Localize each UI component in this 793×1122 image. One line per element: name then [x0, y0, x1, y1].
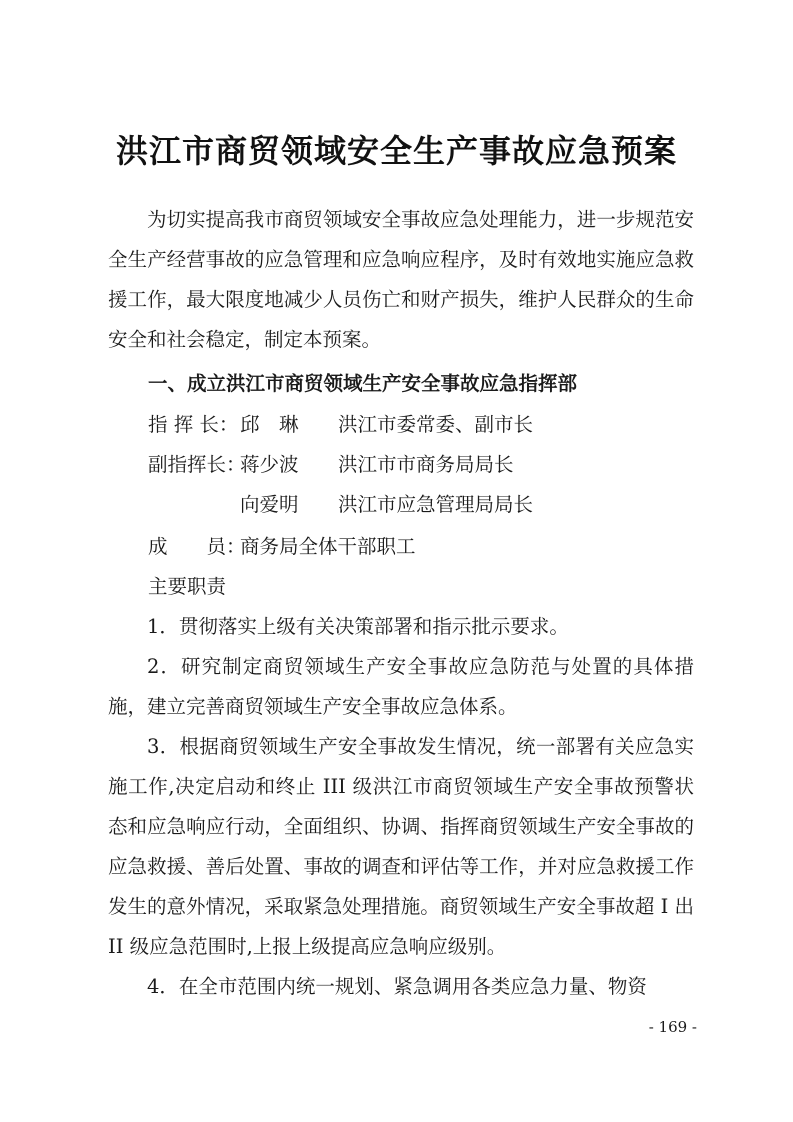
- document-title: 洪江市商贸领域安全生产事故应急预案: [115, 132, 677, 170]
- deputy1-name: 蒋少波: [240, 453, 299, 476]
- deputy2-role: 洪江市应急管理局局长: [338, 493, 534, 516]
- deputy-commander-row: [148, 445, 514, 485]
- commander-role: 洪江市委常委、副市长: [338, 413, 534, 436]
- members-row: [148, 527, 416, 567]
- members-role: 商务局全体干部职工: [240, 535, 416, 558]
- commander-name: 邱 琳: [240, 413, 299, 436]
- deputy1-role: 洪江市市商务局局长: [338, 453, 514, 476]
- duties-heading: 主要职责: [148, 575, 227, 598]
- page-number: - 169 -: [648, 1018, 697, 1036]
- duty-3: 3．根据商贸领域生产安全事故发生情况，统一部署有关应急实施工作,决定启动和终止 III 级洪江市商贸领域生产安全事故预警状态和应急响应行动，全面组织、协调、指挥商贸领域生产安全事故的应急救援、善后处置、事故的调查和评估等工作，并对应急救援工作发生的意外情况，采取紧急处理措施。商贸领域生产安全事故超 I 出 II 级应急范围时,上报上级提高应急响应级别。: [108, 735, 694, 958]
- deputy2-name: 向爱明: [240, 493, 299, 516]
- deputy-label: 副指挥长：: [148, 453, 246, 476]
- members-label: 成 员：: [148, 535, 246, 558]
- section-heading: 一、成立洪江市商贸领域生产安全事故应急指挥部: [148, 372, 578, 395]
- duty-4: 4．在全市范围内统一规划、紧急调用各类应急力量、物资: [147, 975, 647, 998]
- commander-row: [148, 405, 533, 445]
- commander-label: 指 挥 长：: [148, 413, 239, 436]
- intro-paragraph: 为切实提高我市商贸领域安全事故应急处理能力，进一步规范安全生产经营事故的应急管理和应急响应程序，及时有效地实施应急救援工作，最大限度地减少人员伤亡和财产损失，维护人民群众的生命安全和社会稳定，制定本预案。: [108, 208, 694, 351]
- duty-2: 2．研究制定商贸领域生产安全事故应急防范与处置的具体措施，建立完善商贸领域生产安全事故应急体系。: [108, 655, 694, 718]
- duty-1: 1．贯彻落实上级有关决策部署和指示批示要求。: [147, 615, 569, 638]
- deputy-commander-row-2: [240, 485, 533, 525]
